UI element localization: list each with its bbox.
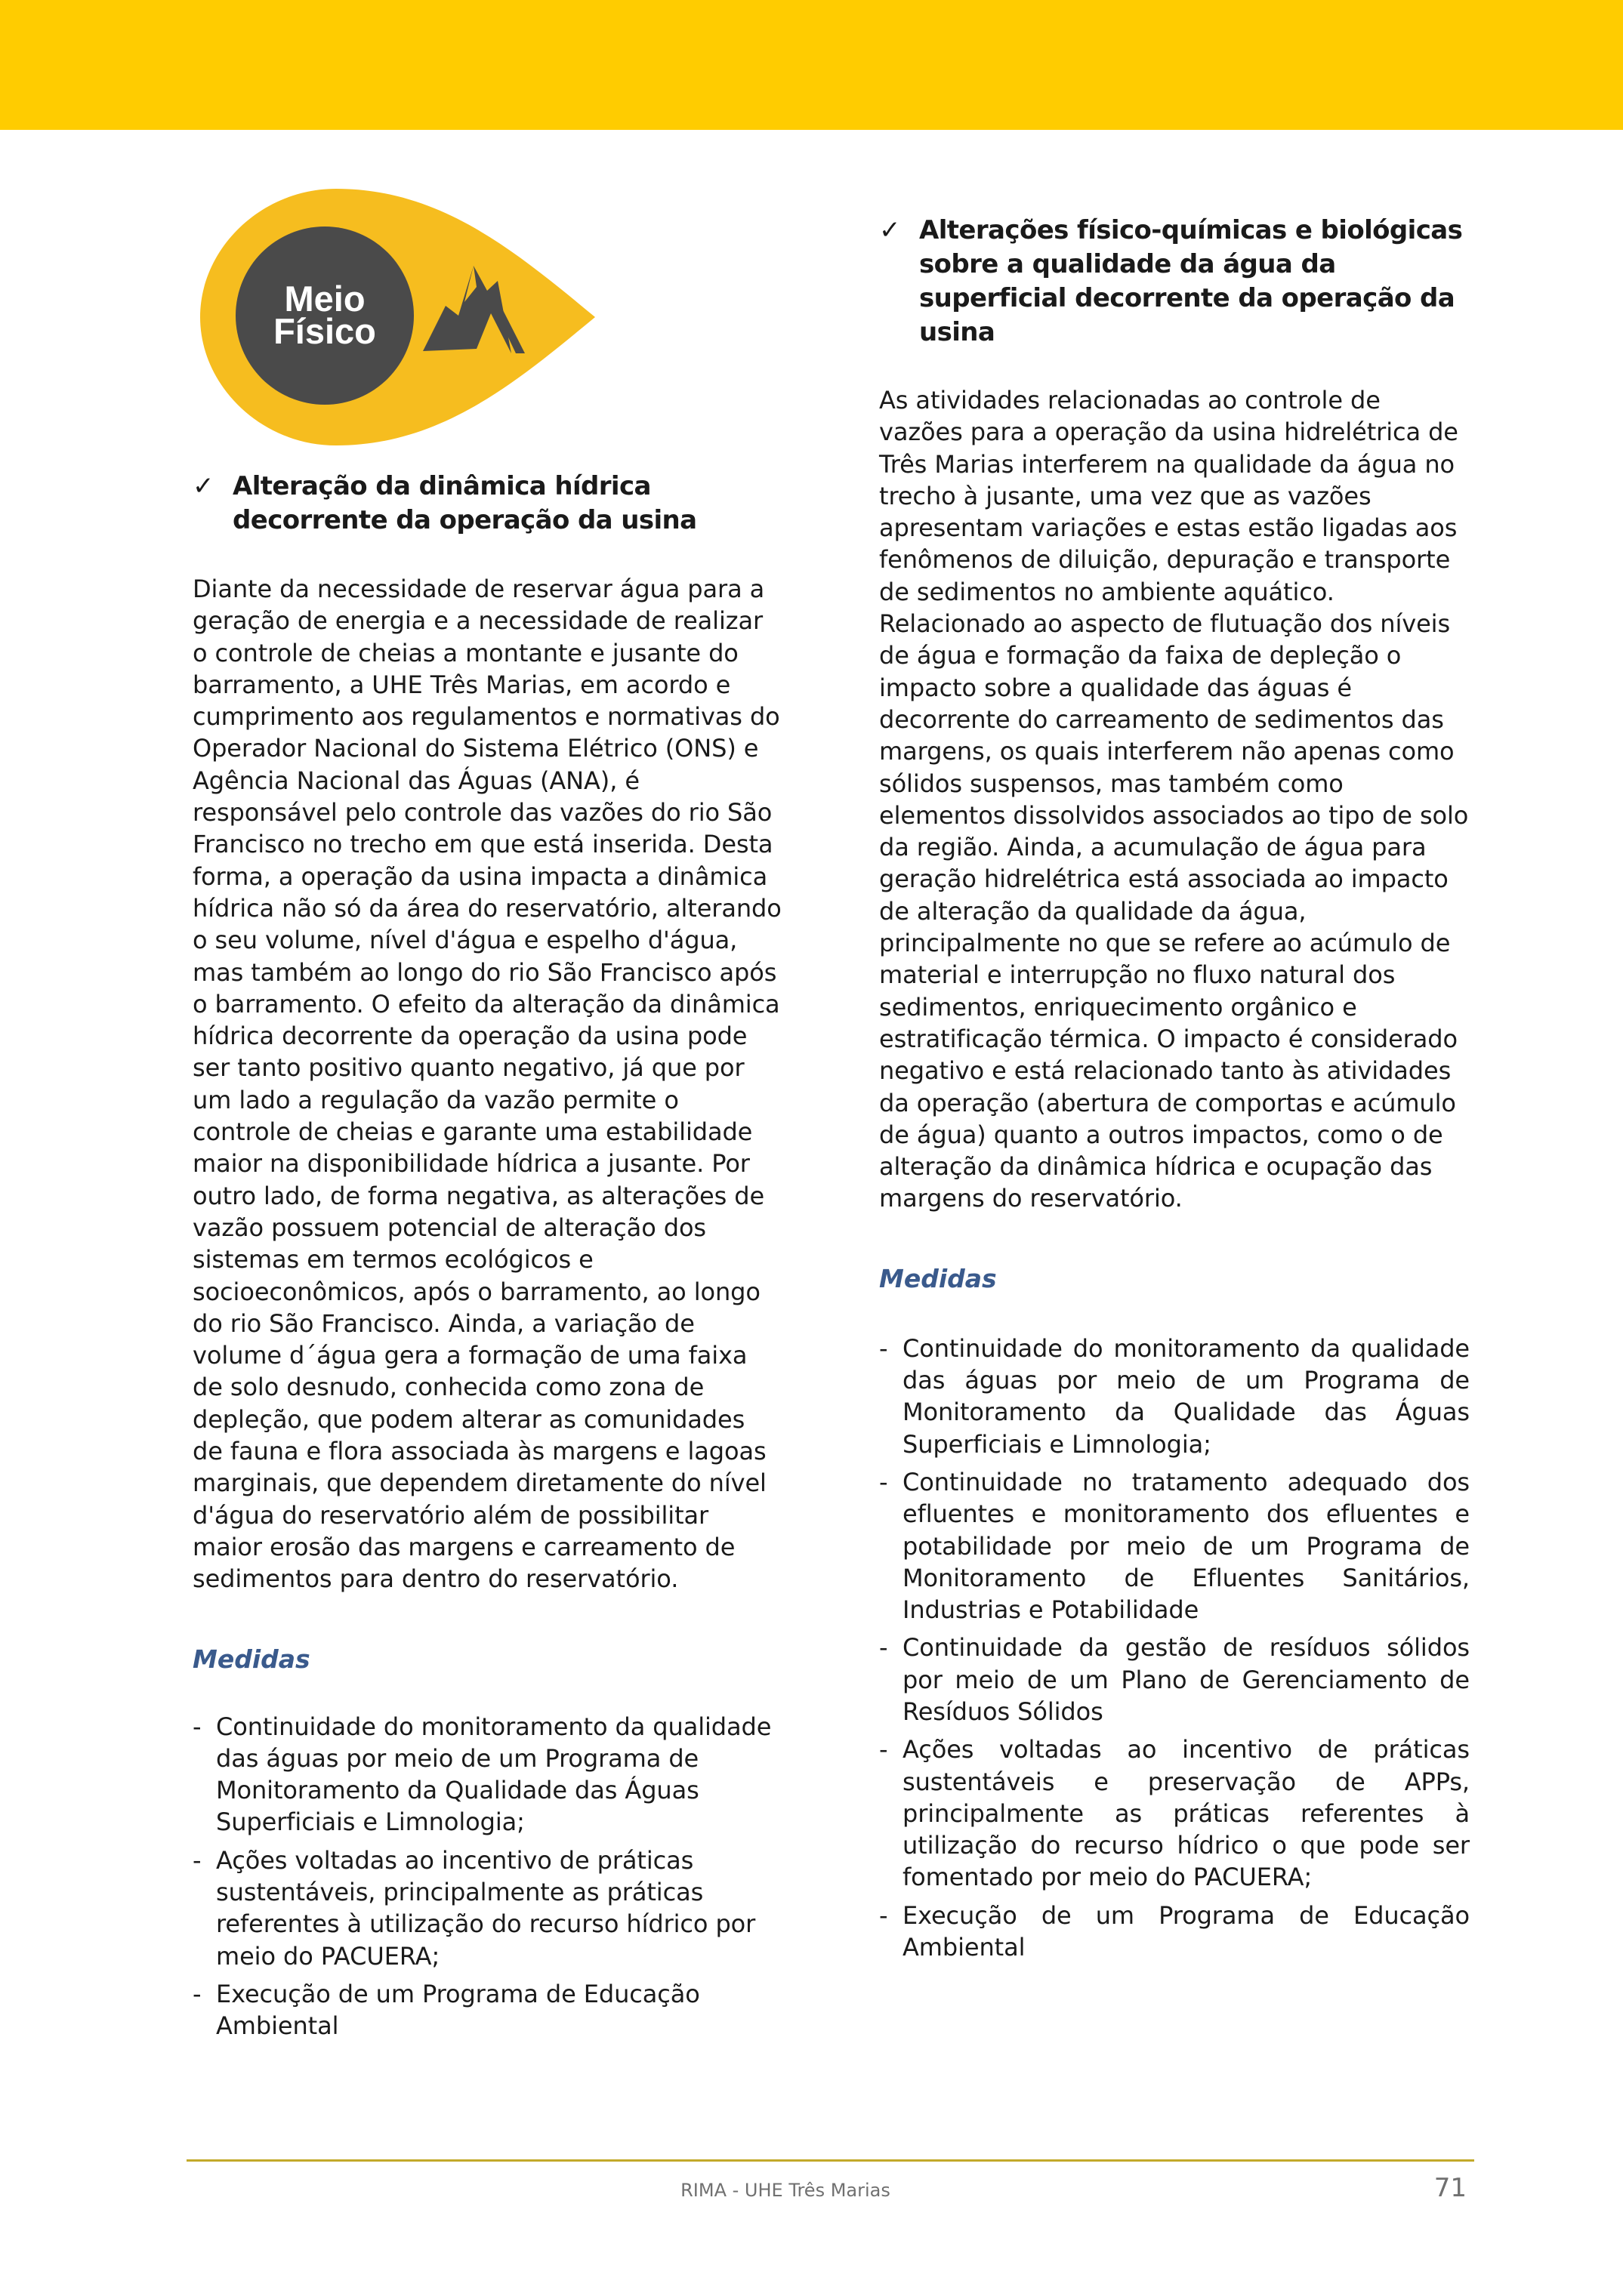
left-heading-text: Alteração da dinâmica hídrica decorrente da operação da usina — [233, 471, 697, 535]
right-heading — [879, 214, 1470, 350]
right-heading-text: Alterações físico-químicas e biológicas sobre a qualidade da água da superficial decorrente da operação da usina — [919, 215, 1463, 347]
left-measures-list — [193, 1711, 782, 2042]
right-column — [879, 214, 1470, 1969]
footer-title: RIMA - UHE Três Marias — [680, 2180, 890, 2201]
meio-fisico-badge — [193, 181, 616, 453]
list-item: - Continuidade no tratamento adequado dos efluentes e monitoramento dos efluentes e potabilidade por meio de um Programa de Monitoramento de Efluentes Sanitários, Industrias e Potabilidade — [879, 1467, 1470, 1625]
badge-line2: Físico — [273, 311, 376, 351]
list-item: - Continuidade da gestão de resíduos sólidos por meio de um Plano de Gerenciamento de Resíduos Sólidos — [879, 1633, 1470, 1726]
badge-line1: Meio — [284, 279, 366, 319]
right-measures-list — [879, 1333, 1470, 1964]
list-item: - Execução de um Programa de Educação Ambiental — [879, 1900, 1470, 1962]
left-column — [193, 470, 782, 2048]
list-item: - Ações voltadas ao incentivo de práticas sustentáveis, principalmente as práticas referentes à utilização do recurso hídrico por meio do PACUERA; — [193, 1845, 756, 1971]
footer-rule — [187, 2159, 1474, 2162]
left-heading — [193, 470, 782, 538]
left-measures-title: Medidas — [193, 1644, 310, 1674]
list-item: - Continuidade do monitoramento da qualidade das águas por meio de um Programa de Monitoramento da Qualidade das Águas Superficiais e Limnologia; — [879, 1333, 1470, 1459]
list-item: - Ações voltadas ao incentivo de práticas sustentáveis e preservação de APPs, principalmente as práticas referentes à utilização do recurso hídrico o que pode ser fomentado por meio do PACUERA; — [879, 1735, 1470, 1892]
checkmark-icon: ✓ — [193, 471, 214, 501]
page-number: 71 — [1433, 2173, 1467, 2203]
top-color-bar — [0, 0, 1623, 130]
list-item: - Execução de um Programa de Educação Ambiental — [193, 1979, 700, 2041]
left-body-text: Diante da necessidade de reservar água para a geração de energia e a necessidade de realizar o controle de cheias a montante e jusante do barramento, a UHE Três Marias, em acordo e cumprimento aos regulamentos e normativas do Operador Nacional do Sistema Elétrico (ONS) e Agência Nacional das Águas (ANA), é responsável pelo controle das vazões do rio São Francisco no trecho em que está inserida. Desta forma, a operação da usina impacta a dinâmica hídrica não só da área do reservatório, alterando o seu volume, nível d'água e espelho d'água, mas também ao longo do rio São Francisco após o barramento. O efeito da alteração da dinâmica hídrica decorrente da operação da usina pode ser tanto positivo quanto negativo, já que por um lado a regulação da vazão permite o controle de cheias e garante uma estabilidade maior na disponibilidade hídrica a jusante. Por outro lado, de forma negativa, as alterações de vazão possuem potencial de alteração dos sistemas em termos ecológicos e socioeconômicos, após o barramento, ao longo do rio São Francisco. Ainda, a variação de volume d´água gera a formação de uma faixa de solo desnudo, conhecida como zona de depleção, que podem alterar as comunidades de fauna e flora associada às margens e lagoas marginais, que dependem diretamente do nível d'água do reservatório além de possibilitar maior erosão das margens e carreamento de sedimentos para dentro do reservatório. — [193, 575, 782, 1594]
list-item: - Continuidade do monitoramento da qualidade das águas por meio de um Programa de Monitoramento da Qualidade das Águas Superficiais e Limnologia; — [193, 1712, 772, 1837]
right-body-text: As atividades relacionadas ao controle de vazões para a operação da usina hidrelétrica de Três Marias interferem na qualidade da água no trecho à jusante, uma vez que as vazões apresentam variações e estas estão ligadas aos fenômenos de diluição, depuração e transporte de sedimentos no ambiente aquático. Relacionado ao aspecto de flutuação dos níveis de água e formação da faixa de depleção o impacto sobre a qualidade das águas é decorrente do carreamento de sedimentos das margens, os quais interferem não apenas como sólidos suspensos, mas também como elementos dissolvidos associados ao tipo de solo da região. Ainda, a acumulação de água para geração hidrelétrica está associada ao impacto de alteração da qualidade da água, principalmente no que se refere ao acúmulo de material e interrupção no fluxo natural dos sedimentos, enriquecimento orgânico e estratificação térmica. O impacto é considerado negativo e está relacionado tanto às atividades da operação (abertura de comportas e acúmulo de água) quanto a outros impactos, como o de alteração da dinâmica hídrica e ocupação das margens do reservatório. — [879, 386, 1469, 1213]
checkmark-icon: ✓ — [879, 215, 900, 245]
right-measures-title: Medidas — [879, 1263, 997, 1293]
